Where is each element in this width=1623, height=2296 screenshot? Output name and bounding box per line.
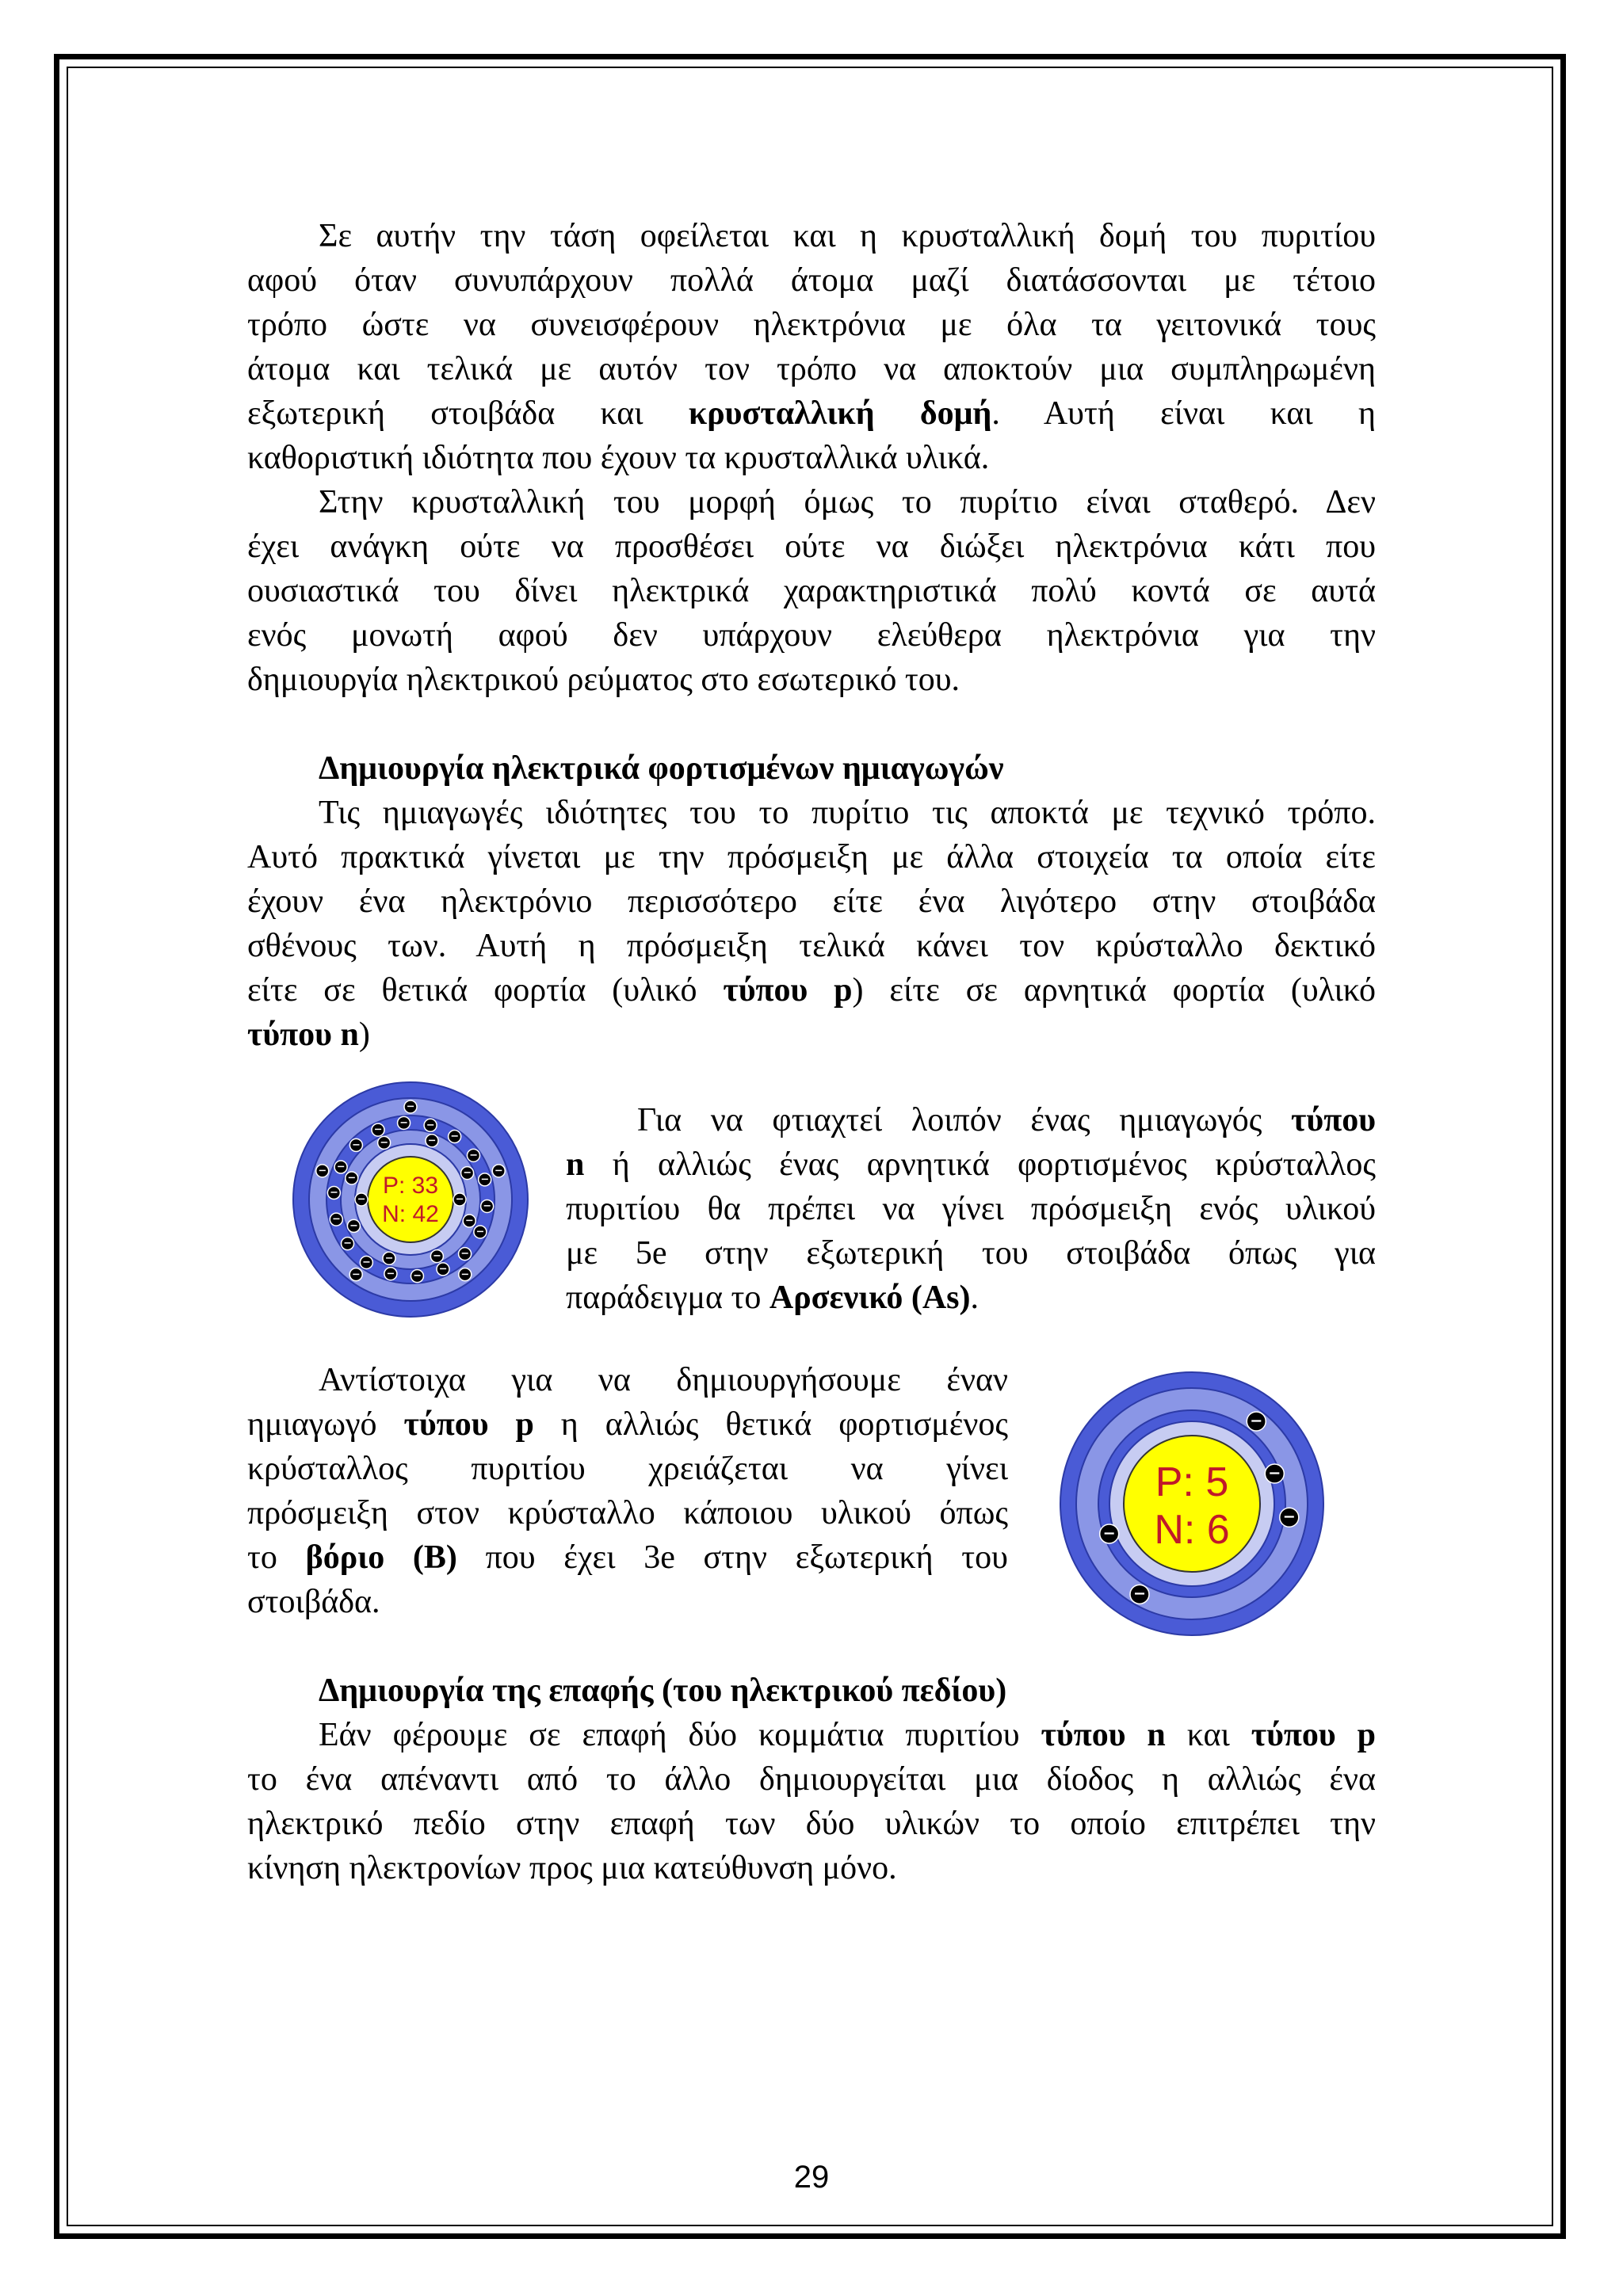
p5-line-1: Αντίστοιχα για να δημιουργήσουμε έναν (319, 1362, 1008, 1398)
p6-line-3: ηλεκτρικό πεδίο στην επαφή των δύο υλικών το οποίο επιτρέπει την (247, 1806, 1376, 1842)
p1-line-6: καθοριστική ιδιότητα που έχουν τα κρυσταλλικά υλικά. (247, 440, 990, 476)
p3-line-2: Αυτό πρακτικά γίνεται με την πρόσμειξη με άλλα στοιχεία τα οποία είτε (247, 839, 1376, 875)
electron-sign: − (351, 1268, 361, 1281)
p6-line-4: κίνηση ηλεκτρονίων προς μια κατεύθυνση μόνο. (247, 1850, 897, 1886)
p3-line-5: είτε σε θετικά φορτία (υλικό τύπου p) είτε σε αρνητικά φορτία (υλικό (247, 972, 1377, 1009)
arsenic-protons-label: P: 33 (382, 1173, 439, 1199)
electron-sign: − (460, 1248, 469, 1261)
electron-sign: − (336, 1161, 346, 1173)
p2-line-5: δημιουργία ηλεκτρικού ρεύματος στο εσωτερικό του. (247, 662, 960, 698)
electron-sign: − (352, 1139, 361, 1152)
p1-line-1: Σε αυτήν την τάση οφείλεται και η κρυσταλλική δομή του πυριτίου (319, 218, 1376, 254)
electron-sign: − (413, 1270, 422, 1283)
electron-sign: − (475, 1226, 485, 1238)
electron-sign: − (386, 1268, 395, 1280)
electron-sign: − (361, 1257, 371, 1269)
electron-sign: − (347, 1172, 357, 1184)
electron-sign: − (426, 1119, 435, 1131)
electron-sign: − (330, 1187, 338, 1199)
p2-line-2: έχει ανάγκη ούτε να προσθέσει ούτε να διώξει ηλεκτρόνια κάτι που (247, 528, 1376, 565)
paragraph-crystal-structure (247, 214, 1376, 480)
electron-sign: − (343, 1238, 352, 1250)
p3-line-4: σθένους των. Αυτή η πρόσμειξη τελικά κάνει τον κρύσταλλο δεκτικό (247, 928, 1376, 964)
electron-sign: − (469, 1149, 478, 1161)
p2-line-1: Στην κρυσταλλική του μορφή όμως το πυρίτιο είναι σταθερό. Δεν (319, 484, 1376, 521)
boron-protons-label: P: 5 (1155, 1459, 1229, 1505)
electron-sign: − (427, 1135, 437, 1147)
electron-sign: − (1132, 1584, 1147, 1603)
p3-line-1: Τις ημιαγωγές ιδιότητες του το πυρίτιο τις αποκτά με τεχνικό τρόπο. (319, 795, 1376, 831)
p4-line-4: με 5e στην εξωτερική του στοιβάδα όπως για (566, 1235, 1376, 1272)
electron-sign: − (480, 1173, 490, 1186)
electron-sign: − (450, 1131, 460, 1143)
p5-line-6: στοιβάδα. (247, 1584, 380, 1620)
p4-line-2: n ή αλλιώς ένας αρνητικά φορτισμένος κρύσταλλος (566, 1146, 1376, 1183)
paragraph-pn-junction (247, 1713, 1376, 1890)
p5-line-5: το βόριο (B) που έχει 3e στην εξωτερική του (247, 1539, 1008, 1576)
boron-neutrons-label: N: 6 (1154, 1507, 1230, 1553)
electron-sign: − (494, 1165, 503, 1177)
electron-sign: − (380, 1137, 388, 1150)
paragraph-stable-silicon (247, 480, 1376, 702)
p3-line-3: έχουν ένα ηλεκτρόνιο περισσότερο είτε ένα λιγότερο στην στοιβάδα (247, 883, 1376, 920)
electron-sign: − (1282, 1507, 1296, 1526)
paragraph-doping (247, 791, 1376, 1057)
p3-line-6: τύπου n) (247, 1016, 370, 1053)
electron-sign: − (433, 1250, 441, 1263)
p2-line-4: ενός μονωτή αφού δεν υπάρχουν ελεύθερα ηλεκτρόνια για την (247, 617, 1376, 654)
section-heading-charged-semiconductors: Δημιουργία ηλεκτρικά φορτισμένων ημιαγωγών (319, 750, 1004, 787)
electron-sign: − (349, 1219, 358, 1232)
p1-line-5: εξωτερική στοιβάδα και κρυσταλλική δομή. Αυτή είναι και η (247, 395, 1376, 432)
p5-line-4: πρόσμειξη στον κρύσταλλο κάποιου υλικού όπως (247, 1495, 1008, 1531)
electron-sign: − (318, 1165, 327, 1177)
bold-crystal-structure: κρυσταλλική δομή (688, 395, 992, 432)
p4-line-5: παράδειγμα το Αρσενικό (As). (566, 1280, 980, 1316)
electron-sign: − (460, 1268, 470, 1281)
p1-line-4: άτομα και τελικά με αυτόν τον τρόπο να αποκτούν μια συμπληρωμένη (247, 351, 1376, 387)
p1-line-3: τρόπο ώστε να συνεισφέρουν ηλεκτρόνια με όλα τα γειτονικά τους (247, 307, 1376, 343)
page-number: 29 (793, 2160, 830, 2195)
electron-sign: − (399, 1116, 408, 1129)
p5-line-3: κρύσταλλος πυριτίου χρειάζεται να γίνει (247, 1451, 1008, 1487)
arsenic-atom-diagram (292, 1081, 529, 1318)
arsenic-neutrons-label: N: 42 (382, 1201, 439, 1227)
electron-sign: − (1268, 1463, 1281, 1482)
electron-sign: − (464, 1215, 474, 1227)
electron-sign: − (1250, 1411, 1263, 1430)
electron-sign: − (438, 1263, 448, 1276)
p4-line-3: πυριτίου θα πρέπει να γίνει πρόσμειξη ενός υλικού (566, 1191, 1376, 1227)
electron-sign: − (373, 1123, 383, 1136)
electron-sign: − (384, 1252, 394, 1264)
electron-sign: − (463, 1167, 472, 1180)
p1-line-2: αφού όταν συνυπάρχουν πολλά άτομα μαζί διατάσσονται με τέτοιο (247, 262, 1376, 299)
electron-sign: − (357, 1193, 366, 1206)
p2-line-3: ουσιαστικά του δίνει ηλεκτρικά χαρακτηριστικά πολύ κοντά σε αυτά (247, 573, 1376, 609)
electron-sign: − (1102, 1524, 1116, 1543)
paragraph-p-type (247, 1358, 1008, 1624)
electron-sign: − (455, 1193, 464, 1206)
p5-line-2: ημιαγωγό τύπου p η αλλιώς θετικά φορτισμένος (247, 1406, 1008, 1443)
section-heading-junction: Δημιουργία της επαφής (του ηλεκτρικού πεδίου) (319, 1672, 1007, 1709)
p6-line-1: Εάν φέρουμε σε επαφή δύο κομμάτια πυριτίου τύπου n και τύπου p (319, 1717, 1377, 1753)
p4-line-1: Για να φτιαχτεί λοιπόν ένας ημιαγωγός τύπου (637, 1102, 1376, 1138)
p6-line-2: το ένα απέναντι από το άλλο δημιουργείται μια δίοδος η αλλιώς ένα (247, 1761, 1376, 1798)
electron-sign: − (406, 1100, 415, 1113)
paragraph-n-type (566, 1098, 1376, 1320)
electron-sign: − (483, 1200, 491, 1213)
boron-atom-diagram (1059, 1371, 1325, 1637)
electron-sign: − (331, 1213, 341, 1226)
